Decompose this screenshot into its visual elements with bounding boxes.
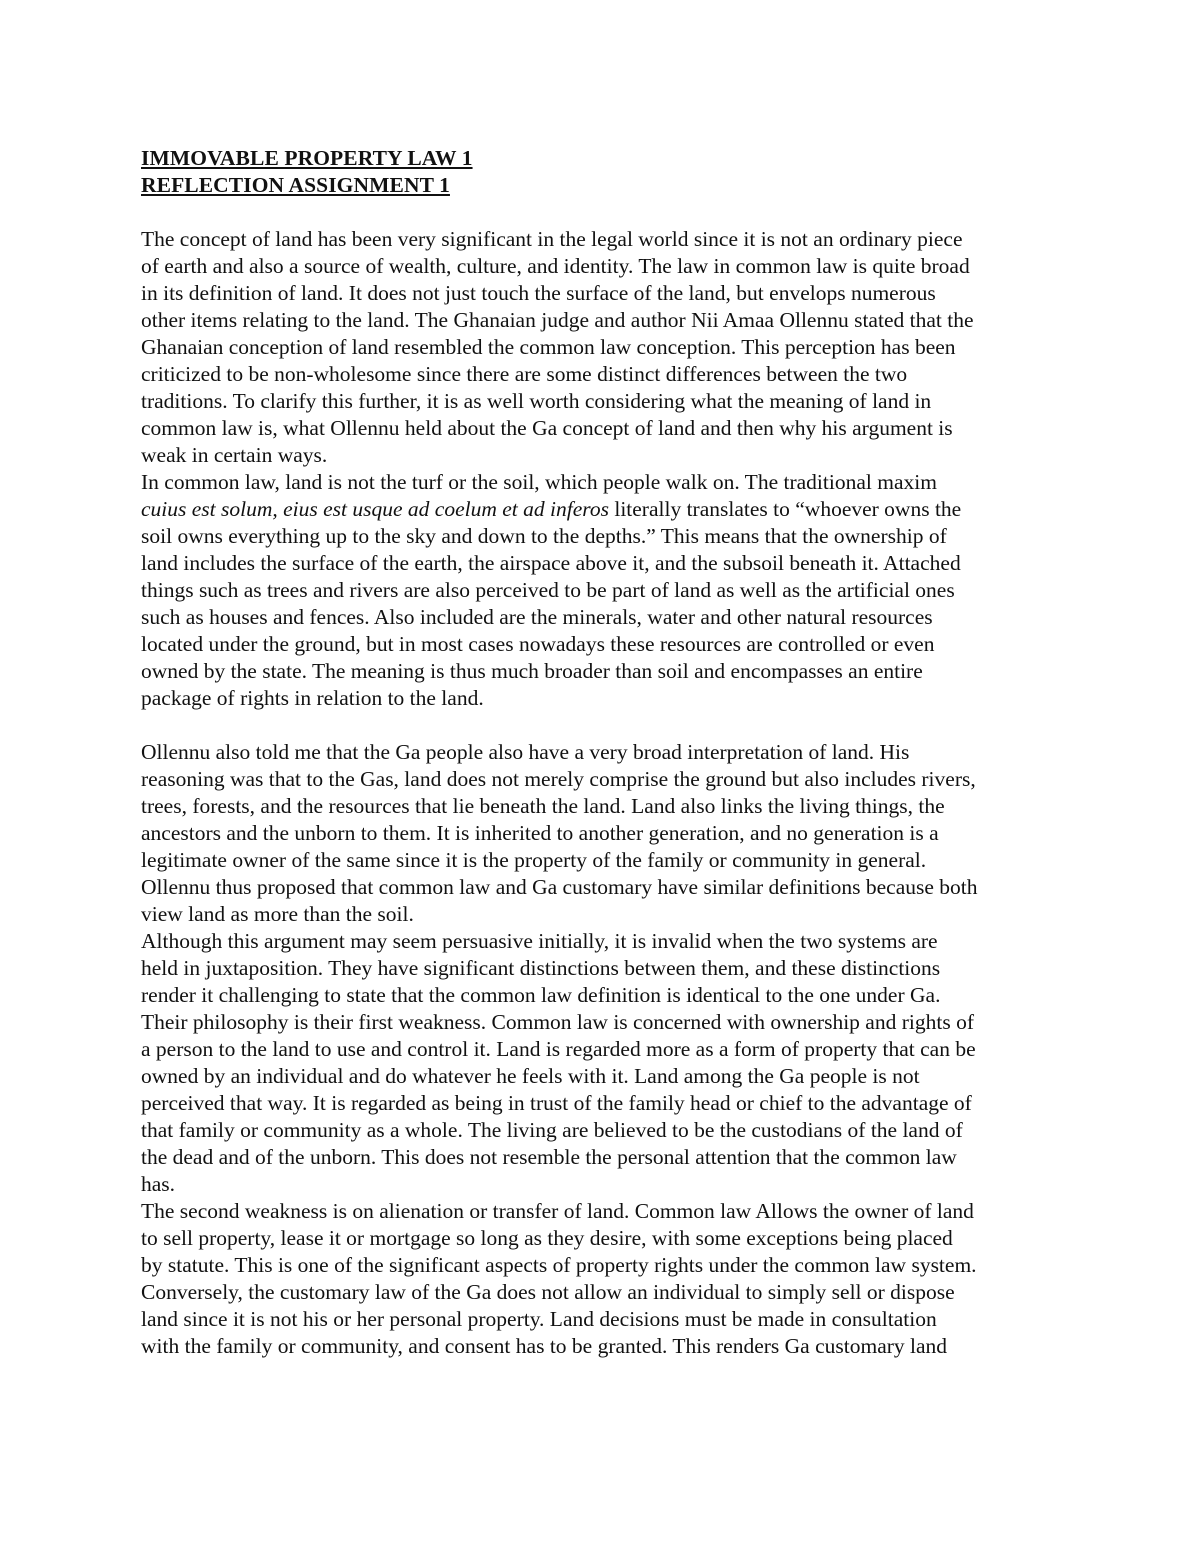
text-line: has. [141, 1172, 176, 1196]
text-line: Conversely, the customary law of the Ga does not allow an individual to simply sell or dispose [141, 1280, 955, 1304]
paragraph-common-law [141, 469, 1061, 712]
text-line: The second weakness is on alienation or transfer of land. Common law Allows the owner of land [141, 1199, 974, 1223]
text-line: In common law, land is not the turf or the soil, which people walk on. The traditional maxim [141, 470, 937, 494]
text-line: Their philosophy is their first weakness. Common law is concerned with ownership and rights of [141, 1010, 974, 1034]
text-line: Although this argument may seem persuasive initially, it is invalid when the two systems are [141, 929, 938, 953]
title-line-2: REFLECTION ASSIGNMENT 1 [141, 173, 450, 197]
text-line: Ollennu thus proposed that common law and Ga customary have similar definitions because both [141, 875, 978, 899]
text-line: in its definition of land. It does not just touch the surface of the land, but envelops numerous [141, 281, 936, 305]
paragraph-intro [141, 226, 1061, 469]
text-line: Ghanaian conception of land resembled the common law conception. This perception has been [141, 335, 956, 359]
text-line: owned by the state. The meaning is thus much broader than soil and encompasses an entire [141, 659, 923, 683]
text-line: other items relating to the land. The Ghanaian judge and author Nii Amaa Ollennu stated that the [141, 308, 974, 332]
document-title [141, 145, 1061, 199]
text-line: legitimate owner of the same since it is the property of the family or community in general. [141, 848, 927, 872]
blank-line [141, 712, 1061, 739]
paragraph-ollennu [141, 739, 1061, 928]
text-line: such as houses and fences. Also included are the minerals, water and other natural resources [141, 605, 933, 629]
text-line: with the family or community, and consent has to be granted. This renders Ga customary land [141, 1334, 948, 1358]
text-line: reasoning was that to the Gas, land does not merely comprise the ground but also includes rivers, [141, 767, 976, 791]
blank-line [141, 199, 1061, 226]
text-line: soil owns everything up to the sky and down to the depths.” This means that the ownership of [141, 524, 947, 548]
document-body [141, 145, 1061, 1360]
text-line: owned by an individual and do whatever he feels with it. Land among the Ga people is not [141, 1064, 920, 1088]
text-line-maxim [141, 496, 1061, 523]
text-line: Ollennu also told me that the Ga people also have a very broad interpretation of land. His [141, 740, 910, 764]
text-line: a person to the land to use and control it. Land is regarded more as a form of property that can be [141, 1037, 976, 1061]
text-line: by statute. This is one of the significant aspects of property rights under the common law system. [141, 1253, 977, 1277]
text-line: things such as trees and rivers are also perceived to be part of land as well as the artificial ones [141, 578, 955, 602]
text-line: land includes the surface of the earth, the airspace above it, and the subsoil beneath it. Attached [141, 551, 961, 575]
text-line: of earth and also a source of wealth, culture, and identity. The law in common law is quite broad [141, 254, 970, 278]
text-line: perceived that way. It is regarded as being in trust of the family head or chief to the advantage of [141, 1091, 972, 1115]
text-line: view land as more than the soil. [141, 902, 414, 926]
text-line: package of rights in relation to the land. [141, 686, 484, 710]
text-line: common law is, what Ollennu held about the Ga concept of land and then why his argument is [141, 416, 953, 440]
text-line: traditions. To clarify this further, it is as well worth considering what the meaning of land in [141, 389, 932, 413]
text-line: to sell property, lease it or mortgage so long as they desire, with some exceptions being placed [141, 1226, 953, 1250]
text-line: land since it is not his or her personal property. Land decisions must be made in consultation [141, 1307, 937, 1331]
text-line: trees, forests, and the resources that lie beneath the land. Land also links the living things, the [141, 794, 945, 818]
text-line: located under the ground, but in most cases nowadays these resources are controlled or even [141, 632, 935, 656]
text-line: weak in certain ways. [141, 443, 328, 467]
text-line: criticized to be non-wholesome since there are some distinct differences between the two [141, 362, 908, 386]
text-line: The concept of land has been very significant in the legal world since it is not an ordinary piece [141, 227, 963, 251]
title-line-1: IMMOVABLE PROPERTY LAW 1 [141, 146, 473, 170]
text-line: the dead and of the unborn. This does not resemble the personal attention that the common law [141, 1145, 957, 1169]
paragraph-first-weakness [141, 928, 1061, 1198]
maxim-translation: literally translates to “whoever owns the [608, 497, 962, 521]
latin-maxim: cuius est solum, eius est usque ad coelum et ad inferos [141, 497, 609, 521]
text-line: held in juxtaposition. They have significant distinctions between them, and these distinctions [141, 956, 941, 980]
text-line: that family or community as a whole. The living are believed to be the custodians of the land of [141, 1118, 963, 1142]
text-line: ancestors and the unborn to them. It is inherited to another generation, and no generation is a [141, 821, 939, 845]
paragraph-second-weakness [141, 1198, 1061, 1360]
text-line: render it challenging to state that the common law definition is identical to the one under Ga. [141, 983, 941, 1007]
